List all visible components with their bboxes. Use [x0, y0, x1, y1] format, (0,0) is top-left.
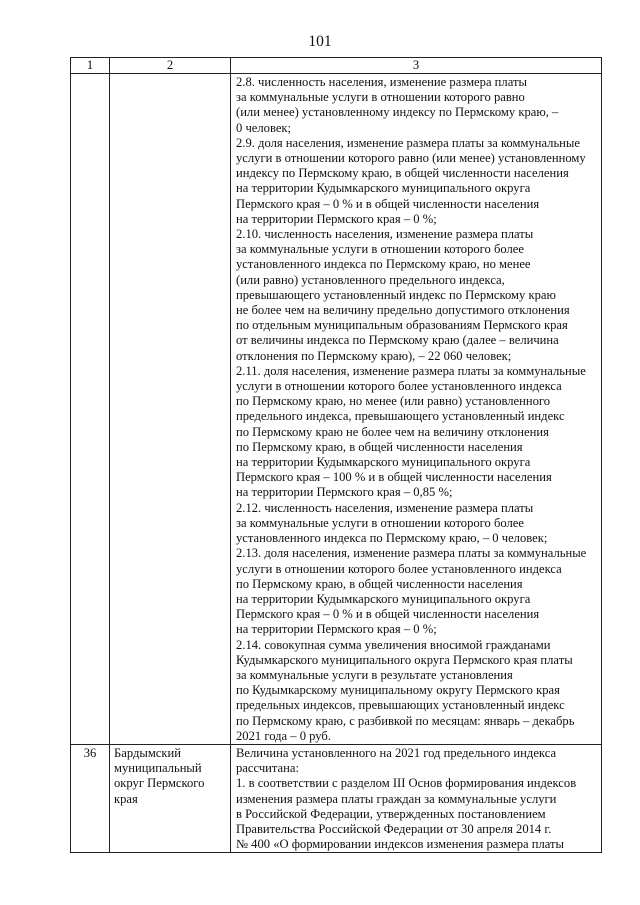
- text-line: услуги в отношении которого более установленного индекса: [236, 561, 562, 576]
- text-line: за коммунальные услуги в отношении которого более: [236, 515, 524, 530]
- text-line: (или равно) установленного предельного индекса,: [236, 272, 505, 287]
- text-line: по Пермскому краю, но менее (или равно) установленного: [236, 394, 551, 409]
- text-line: рассчитана:: [236, 761, 299, 776]
- municipality-name-cell: [110, 74, 231, 745]
- text-line: края: [114, 791, 138, 806]
- data-table: [70, 57, 602, 853]
- text-line: 2.12. численность населения, изменение размера платы: [236, 500, 534, 515]
- header-row: [71, 58, 602, 74]
- text-line: муниципальный: [114, 761, 202, 776]
- text-line: 2.13. доля населения, изменение размера платы за коммунальные: [236, 546, 587, 561]
- text-line: № 400 «О формировании индексов изменения размера платы: [236, 837, 564, 852]
- text-line: услуги в отношении которого более установленного индекса: [236, 379, 562, 394]
- text-line: предельного индекса, превышающего установленный индекс: [236, 409, 565, 424]
- text-line: Пермского края – 0 % и в общей численности населения: [236, 196, 540, 211]
- text-line: на территории Кудымкарского муниципального округа: [236, 181, 531, 196]
- text-line: Пермского края – 100 % и в общей численности населения: [236, 470, 552, 485]
- text-line: на территории Пермского края – 0 %;: [236, 211, 437, 226]
- text-line: по отдельным муниципальным образованиям Пермского края: [236, 318, 568, 333]
- text-line: за коммунальные услуги в отношении которого равно: [236, 90, 525, 105]
- text-line: по Пермскому краю, с разбивкой по месяцам: январь – декабрь: [236, 713, 575, 728]
- text-line: по Кудымкарскому муниципальному округу Пермского края: [236, 683, 560, 698]
- text-line: превышающего установленный индекс по Пермскому краю: [236, 287, 556, 302]
- table-row: [71, 744, 602, 852]
- text-line: за коммунальные услуги в отношении которого более: [236, 242, 524, 257]
- text-line: на территории Пермского края – 0,85 %;: [236, 485, 453, 500]
- text-line: 2.10. численность населения, изменение размера платы: [236, 227, 534, 242]
- text-line: индексу по Пермскому краю, в общей численности населения: [236, 166, 569, 181]
- text-line: по Пермскому краю, в общей численности населения: [236, 576, 523, 591]
- municipality-name-cell: [110, 744, 231, 852]
- text-line: по Пермскому краю, в общей численности населения: [236, 439, 523, 454]
- text-line: Величина установленного на 2021 год предельного индекса: [236, 745, 557, 760]
- text-line: от величины индекса по Пермскому краю (далее – величина: [236, 333, 559, 348]
- text-line: Пермского края – 0 % и в общей численности населения: [236, 607, 540, 622]
- text-line: за коммунальные услуги в результате установления: [236, 667, 513, 682]
- text-line: (или менее) установленному индексу по Пермскому краю, –: [236, 105, 559, 120]
- text-line: на территории Кудымкарского муниципального округа: [236, 591, 531, 606]
- text-line: 2.9. доля населения, изменение размера платы за коммунальные: [236, 135, 580, 150]
- text-line: не более чем на величину предельно допустимого отклонения: [236, 303, 570, 318]
- text-line: округ Пермского: [114, 776, 205, 791]
- text-line: Правительства Российской Федерации от 30 апреля 2014 г.: [236, 821, 552, 836]
- page-number: 101: [308, 33, 332, 50]
- text-line: установленного индекса по Пермскому краю, но менее: [236, 257, 531, 272]
- description-cell: [231, 74, 602, 745]
- text-line: Бардымский: [114, 745, 181, 760]
- text-line: услуги в отношении которого равно (или менее) установленному: [236, 151, 586, 166]
- column-header-2: 2: [110, 58, 231, 74]
- text-line: 0 человек;: [236, 120, 292, 135]
- text-line: 2.11. доля населения, изменение размера платы за коммунальные: [236, 363, 586, 378]
- text-line: 2.8. численность населения, изменение размера платы: [236, 75, 527, 89]
- table-row: [71, 74, 602, 745]
- text-line: 2021 года – 0 руб.: [236, 728, 331, 743]
- text-line: предельных индексов, превышающих установленный индекс: [236, 698, 565, 713]
- column-header-3: 3: [231, 58, 602, 74]
- text-line: на территории Пермского края – 0 %;: [236, 622, 437, 637]
- text-line: 1. в соответствии с разделом III Основ формирования индексов: [236, 776, 577, 791]
- text-line: установленного индекса по Пермскому краю, – 0 человек;: [236, 531, 548, 546]
- description-cell: [231, 744, 602, 852]
- text-line: 2.14. совокупная сумма увеличения вносимой гражданами: [236, 637, 551, 652]
- text-line: в Российской Федерации, утвержденных постановлением: [236, 806, 546, 821]
- column-header-1: 1: [71, 58, 110, 74]
- row-number-cell: [71, 74, 110, 745]
- text-line: на территории Кудымкарского муниципального округа: [236, 455, 531, 470]
- text-line: Кудымкарского муниципального округа Пермского края платы: [236, 652, 573, 667]
- text-line: по Пермскому краю не более чем на величину отклонения: [236, 424, 549, 439]
- text-line: отклонения по Пермскому краю), – 22 060 человек;: [236, 348, 512, 363]
- text-line: изменения размера платы граждан за коммунальные услуги: [236, 791, 557, 806]
- row-number-cell: 36: [71, 744, 110, 852]
